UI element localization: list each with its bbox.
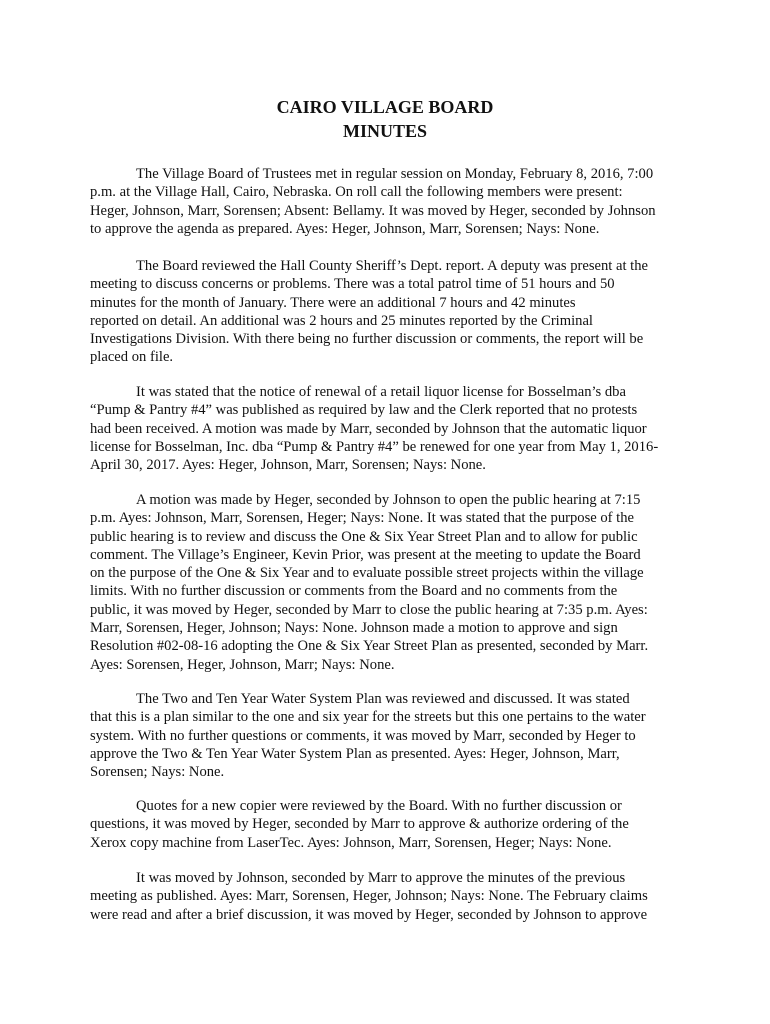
paragraph-line: to approve the agenda as prepared. Ayes: Heger, Johnson, Marr, Sorensen; Nays: None. [90,220,600,237]
paragraph-line: p.m. at the Village Hall, Cairo, Nebraska. On roll call the following members were present: [90,184,623,201]
paragraph-line: Heger, Johnson, Marr, Sorensen; Absent: Bellamy. It was moved by Heger, seconded by Johnson [90,202,656,219]
paragraph-line: The Two and Ten Year Water System Plan was reviewed and discussed. It was stated [136,691,630,707]
paragraph-line: It was moved by Johnson, seconded by Marr to approve the minutes of the previous [136,870,626,886]
paragraph-line: questions, it was moved by Heger, seconded by Marr to approve & authorize ordering of the [90,816,629,833]
paragraph-line: public, it was moved by Heger, seconded by Marr to close the public hearing at 7:35 p.m. Ayes: [90,601,648,618]
paragraph-line: Marr, Sorensen, Heger, Johnson; Nays: None. Johnson made a motion to approve and sign [90,620,618,637]
paragraph-line: comment. The Village’s Engineer, Kevin Prior, was present at the meeting to update the Board [90,546,641,563]
paragraph-line: public hearing is to review and discuss the One & Six Year Street Plan and to allow for public [90,528,638,545]
paragraph-line: Resolution #02-08-16 adopting the One & Six Year Street Plan as presented, seconded by Marr. [90,638,649,655]
paragraph-line: limits. With no further discussion or comments from the Board and no comments from the [90,583,618,600]
paragraph-line: Quotes for a new copier were reviewed by the Board. With no further discussion or [136,798,622,814]
paragraph-line: The Board reviewed the Hall County Sheriff’s Dept. report. A deputy was present at the [136,258,648,274]
paragraph-line: had been received. A motion was made by Marr, seconded by Johnson that the automatic liquor [90,420,647,437]
paragraph-line: license for Bosselman, Inc. dba “Pump & Pantry #4” be renewed for one year from May 1, 2016- [90,438,659,455]
paragraph-line: Ayes: Sorensen, Heger, Johnson, Marr; Nays: None. [90,656,395,673]
paragraph-line: The Village Board of Trustees met in regular session on Monday, February 8, 2016, 7:00 [136,166,654,182]
paragraph-line: meeting as published. Ayes: Marr, Sorensen, Heger, Johnson; Nays: None. The February claims [90,888,648,905]
paragraph-roll-call [90,165,680,238]
document-title-line2: MINUTES [342,121,427,141]
paragraph-water-system-plan [90,690,680,781]
paragraph-copier-quotes [90,797,680,852]
paragraph-line: system. With no further questions or comments, it was moved by Marr, seconded by Heger to [90,727,636,744]
paragraph-minutes-claims [90,869,680,924]
paragraph-line: “Pump & Pantry #4” was published as required by law and the Clerk reported that no protests [90,402,638,419]
paragraph-line: approve the Two & Ten Year Water System Plan as presented. Ayes: Heger, Johnson, Marr, [90,745,620,762]
paragraph-liquor-license [90,383,680,474]
paragraph-line: that this is a plan similar to the one and six year for the streets but this one pertains to the water [90,709,646,726]
paragraph-line: A motion was made by Heger, seconded by Johnson to open the public hearing at 7:15 [136,492,641,508]
paragraph-line: were read and after a brief discussion, it was moved by Heger, seconded by Johnson to approve [90,906,648,923]
paragraph-line: on the purpose of the One & Six Year and to evaluate possible street projects within the village [90,565,644,582]
paragraph-line: minutes for the month of January. There were an additional 7 hours and 42 minutes [90,294,576,311]
paragraph-line: Sorensen; Nays: None. [90,764,225,781]
paragraph-line: meeting to discuss concerns or problems. There was a total patrol time of 51 hours and 50 [90,276,615,293]
paragraph-line: reported on detail. An additional was 2 hours and 25 minutes reported by the Criminal [90,312,593,329]
paragraph-line: Xerox copy machine from LaserTec. Ayes: Johnson, Marr, Sorensen, Heger; Nays: None. [90,834,612,851]
paragraph-line: Investigations Division. With there being no further discussion or comments, the report will be [90,331,644,348]
paragraph-line: p.m. Ayes: Johnson, Marr, Sorensen, Heger; Nays: None. It was stated that the purpose of the [90,510,635,527]
paragraph-line: placed on file. [90,349,174,366]
paragraph-public-hearing [90,491,680,674]
document-title-line1: CAIRO VILLAGE BOARD [276,97,494,117]
paragraph-line: It was stated that the notice of renewal of a retail liquor license for Bosselman’s dba [136,384,626,400]
paragraph-sheriff-report [90,257,680,367]
paragraph-line: April 30, 2017. Ayes: Heger, Johnson, Marr, Sorensen; Nays: None. [90,457,486,474]
